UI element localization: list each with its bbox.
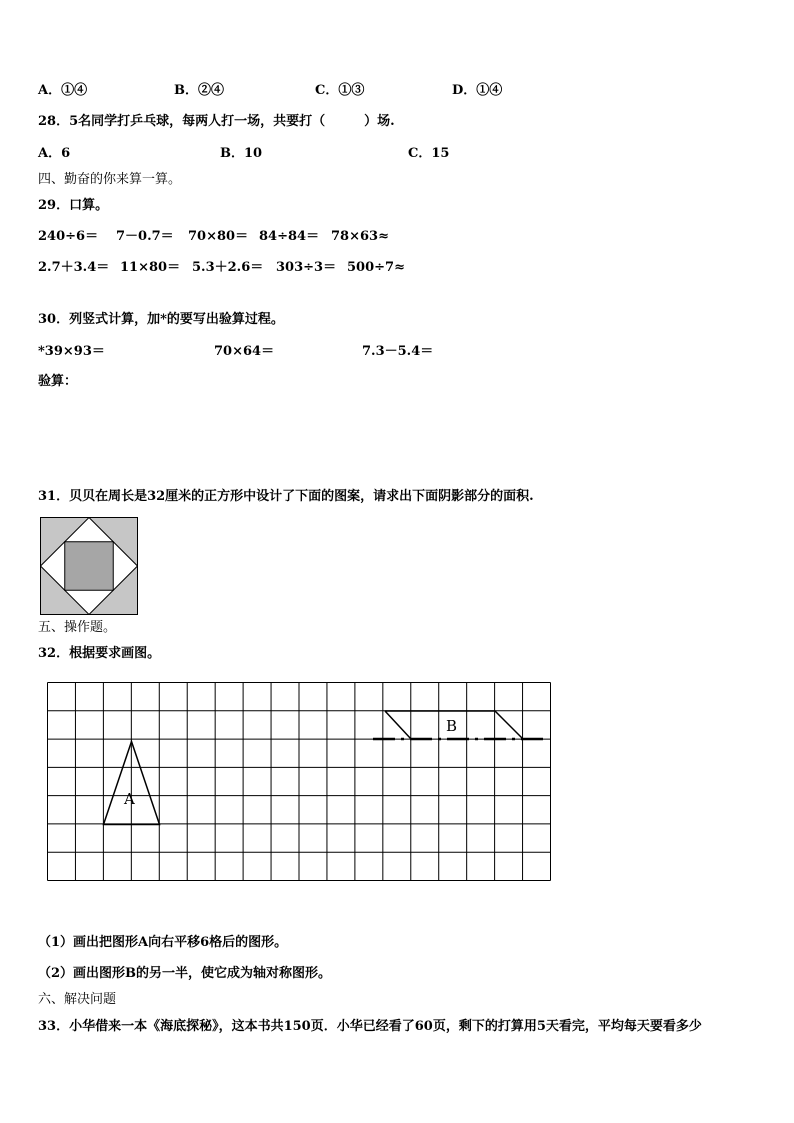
q27-option-d: D．①④ — [452, 83, 503, 98]
grid-lines — [48, 683, 551, 881]
q32-sub1: （1）画出把图形A向右平移6格后的图形。 — [38, 935, 288, 950]
q29-row1-item: 70×80＝ — [188, 229, 249, 244]
section5-title: 五、操作题。 — [38, 620, 117, 635]
q29-row2-item: 11×80＝ — [120, 260, 181, 275]
square-pattern-figure — [40, 517, 138, 615]
q28-option-c: C．15 — [408, 146, 450, 161]
q30-item-1: *39×93＝ — [38, 344, 105, 359]
q31-stem: 31．贝贝在周长是32厘米的正方形中设计了下面的图案，请求出下面阴影部分的面积. — [38, 489, 534, 504]
q29-row2-item: 303÷3＝ — [276, 260, 337, 275]
section6-title: 六、解决问题 — [38, 992, 117, 1007]
q30-item-3: 7.3－5.4＝ — [362, 344, 434, 359]
q29-row1-item: 240÷6＝ — [38, 229, 99, 244]
q27-option-a: A．①④ — [38, 83, 88, 98]
q32-stem: 32．根据要求画图。 — [38, 646, 161, 661]
q27-option-c: C．①③ — [315, 83, 365, 98]
q32-sub2: （2）画出图形B的另一半，使它成为轴对称图形。 — [38, 966, 332, 981]
q30-check-label: 验算： — [38, 374, 78, 389]
q33-stem: 33．小华借来一本《海底探秘》，这本书共150页．小华已经看了60页，剩下的打算用5天看完，平均每天要看多少 — [38, 1019, 702, 1034]
q29-row1-item: 84÷84＝ — [259, 229, 320, 244]
q30-item-2: 70×64＝ — [214, 344, 275, 359]
q29-row2-item: 500÷7≈ — [347, 260, 405, 275]
q29-row1-item: 7－0.7＝ — [116, 229, 174, 244]
shape-b-label: B — [446, 717, 458, 735]
q30-stem: 30．列竖式计算，加*的要写出验算过程。 — [38, 312, 284, 327]
section4-title: 四、勤奋的你来算一算。 — [38, 172, 182, 187]
drawing-grid — [47, 682, 553, 883]
q28-option-b: B．10 — [220, 146, 263, 161]
q28-option-a: A．6 — [38, 146, 71, 161]
q29-row2-item: 2.7＋3.4＝ — [38, 260, 110, 275]
q29-row2-item: 5.3＋2.6＝ — [192, 260, 264, 275]
inner-shaded-square — [65, 542, 114, 591]
q29-row1-item: 78×63≈ — [331, 229, 389, 244]
q29-stem: 29．口算。 — [38, 198, 109, 213]
q27-option-b: B．②④ — [174, 83, 224, 98]
q28-stem: 28．5名同学打乒乓球，每两人打一场，共要打（ ）场. — [38, 114, 395, 129]
shape-a-label: A — [124, 790, 135, 808]
